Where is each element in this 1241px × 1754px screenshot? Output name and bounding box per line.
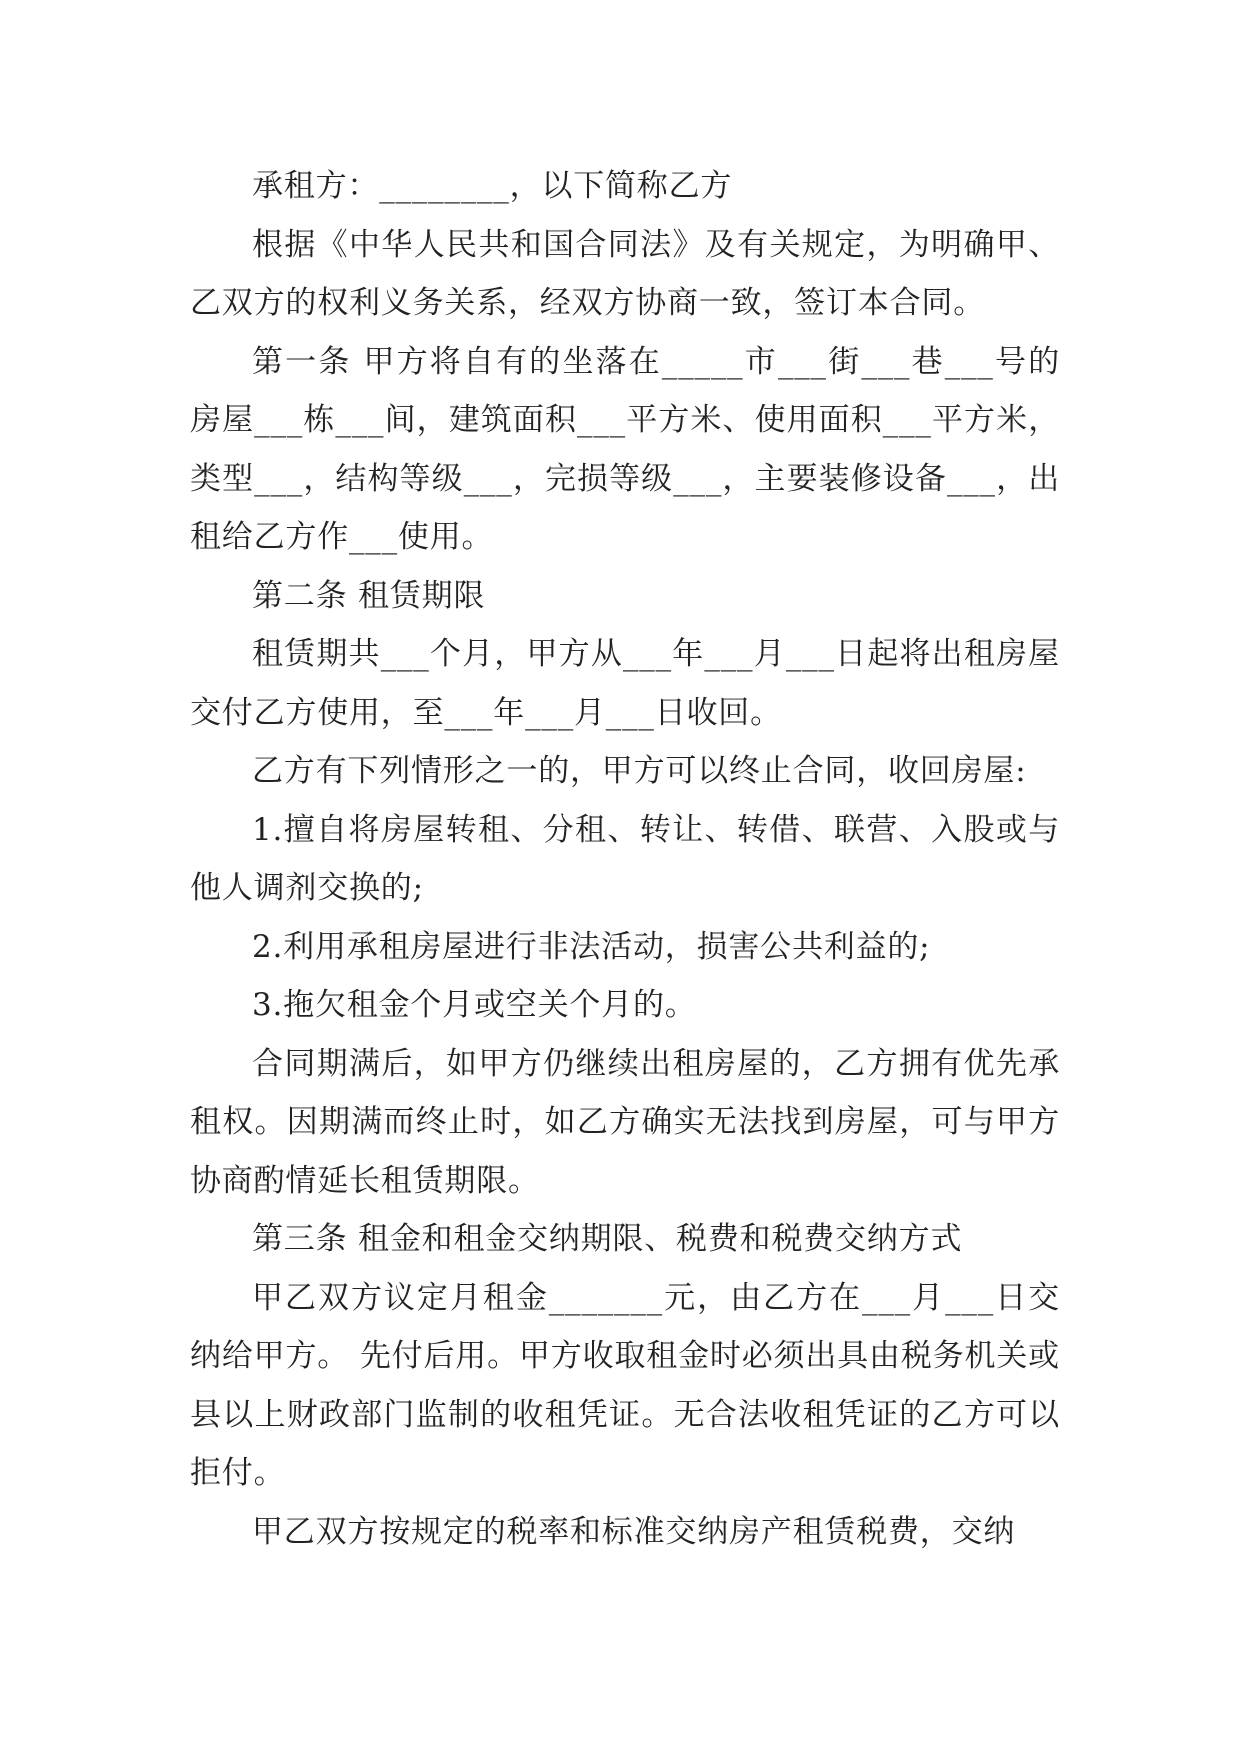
preamble-paragraph: 根据《中华人民共和国合同法》及有关规定，为明确甲、乙双方的权利义务关系，经双方协商一致，签订本合同。	[190, 226, 1060, 321]
lease-term-paragraph: 租赁期共___个月，甲方从___年___月___日起将出租房屋交付乙方使用，至___年___月___日收回。	[190, 636, 1060, 731]
termination-intro: 乙方有下列情形之一的，甲方可以终止合同，收回房屋:	[252, 753, 1027, 789]
rent-payment-paragraph: 甲乙双方议定月租金_______元，由乙方在___月___日交纳给甲方。 先付后用。甲方收取租金时必须出具由税务机关或县以上财政部门监制的收租凭证。无合法收租凭证的乙方可以拒付。	[190, 1279, 1060, 1491]
lessee-line: 承租方：________，以下简称乙方	[252, 168, 733, 204]
article-3-heading: 第三条 租金和租金交纳期限、税费和税费交纳方式	[252, 1221, 963, 1257]
termination-item-3: 3.拖欠租金个月或空关个月的。	[252, 987, 697, 1023]
renewal-paragraph: 合同期满后，如甲方仍继续出租房屋的，乙方拥有优先承租权。因期满而终止时，如乙方确实无法找到房屋，可与甲方协商酌情延长租赁期限。	[190, 1045, 1060, 1199]
termination-item-1: 1.擅自将房屋转租、分租、转让、转借、联营、入股或与他人调剂交换的;	[190, 811, 1060, 906]
tax-paragraph: 甲乙双方按规定的税率和标准交纳房产租赁税费，交纳	[252, 1513, 1016, 1550]
termination-item-2: 2.利用承租房屋进行非法活动，损害公共利益的;	[252, 928, 931, 965]
contract-page	[190, 157, 1060, 1561]
article-2-heading: 第二条 租赁期限	[252, 577, 486, 614]
article-1-paragraph: 第一条 甲方将自有的坐落在_____市___街___巷___号的房屋___栋___间，建筑面积___平方米、使用面积___平方米，类型___，结构等级___，完损等级___，主要装修设备___，出租给乙方作___使用。	[190, 343, 1060, 555]
